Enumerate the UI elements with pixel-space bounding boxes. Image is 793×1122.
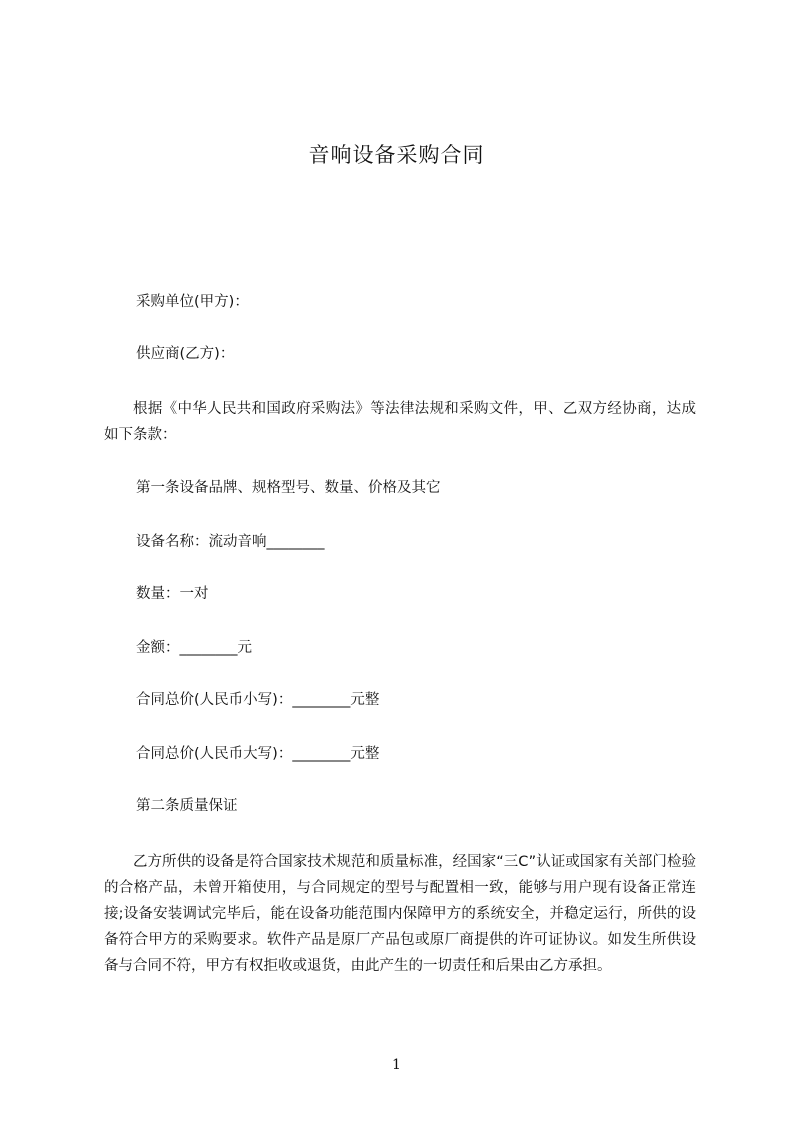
quantity-line: 数量：一对	[136, 586, 209, 602]
article-2-paragraph: 乙方所供的设备是符合国家技术规范和质量标准，经国家“三C”认证或国家有关部门检验的合格产品，未曾开箱使用，与合同规定的型号与配置相一致，能够与用户现有设备正常连接;设备安装调试完毕后，能在设备功能范围内保障甲方的系统安全，并稳定运行，所供的设备符合甲方的采购要求。软件产品是原厂产品包或原厂商提供的许可证协议。如发生所供设备与合同不符，甲方有权拒收或退货，由此产生的一切责任和后果由乙方承担。	[104, 854, 696, 974]
total-uppercase-line: 合同总价(人民币大写)：________元整	[136, 746, 380, 762]
page-number: 1	[392, 1057, 401, 1073]
amount-line: 金额：________元	[136, 640, 252, 656]
equipment-name-line: 设备名称：流动音响________	[136, 534, 325, 550]
buyer-label: 采购单位(甲方)：	[136, 294, 249, 310]
intro-paragraph: 根据《中华人民共和国政府采购法》等法律法规和采购文件，甲、乙双方经协商，达成如下条款：	[104, 401, 696, 443]
total-lowercase-line: 合同总价(人民币小写)：________元整	[136, 692, 380, 708]
article-1-heading: 第一条设备品牌、规格型号、数量、价格及其它	[136, 480, 441, 496]
article-2-heading: 第二条质量保证	[136, 798, 238, 814]
supplier-label: 供应商(乙方)：	[136, 346, 235, 362]
document-title: 音响设备采购合同	[308, 143, 485, 167]
